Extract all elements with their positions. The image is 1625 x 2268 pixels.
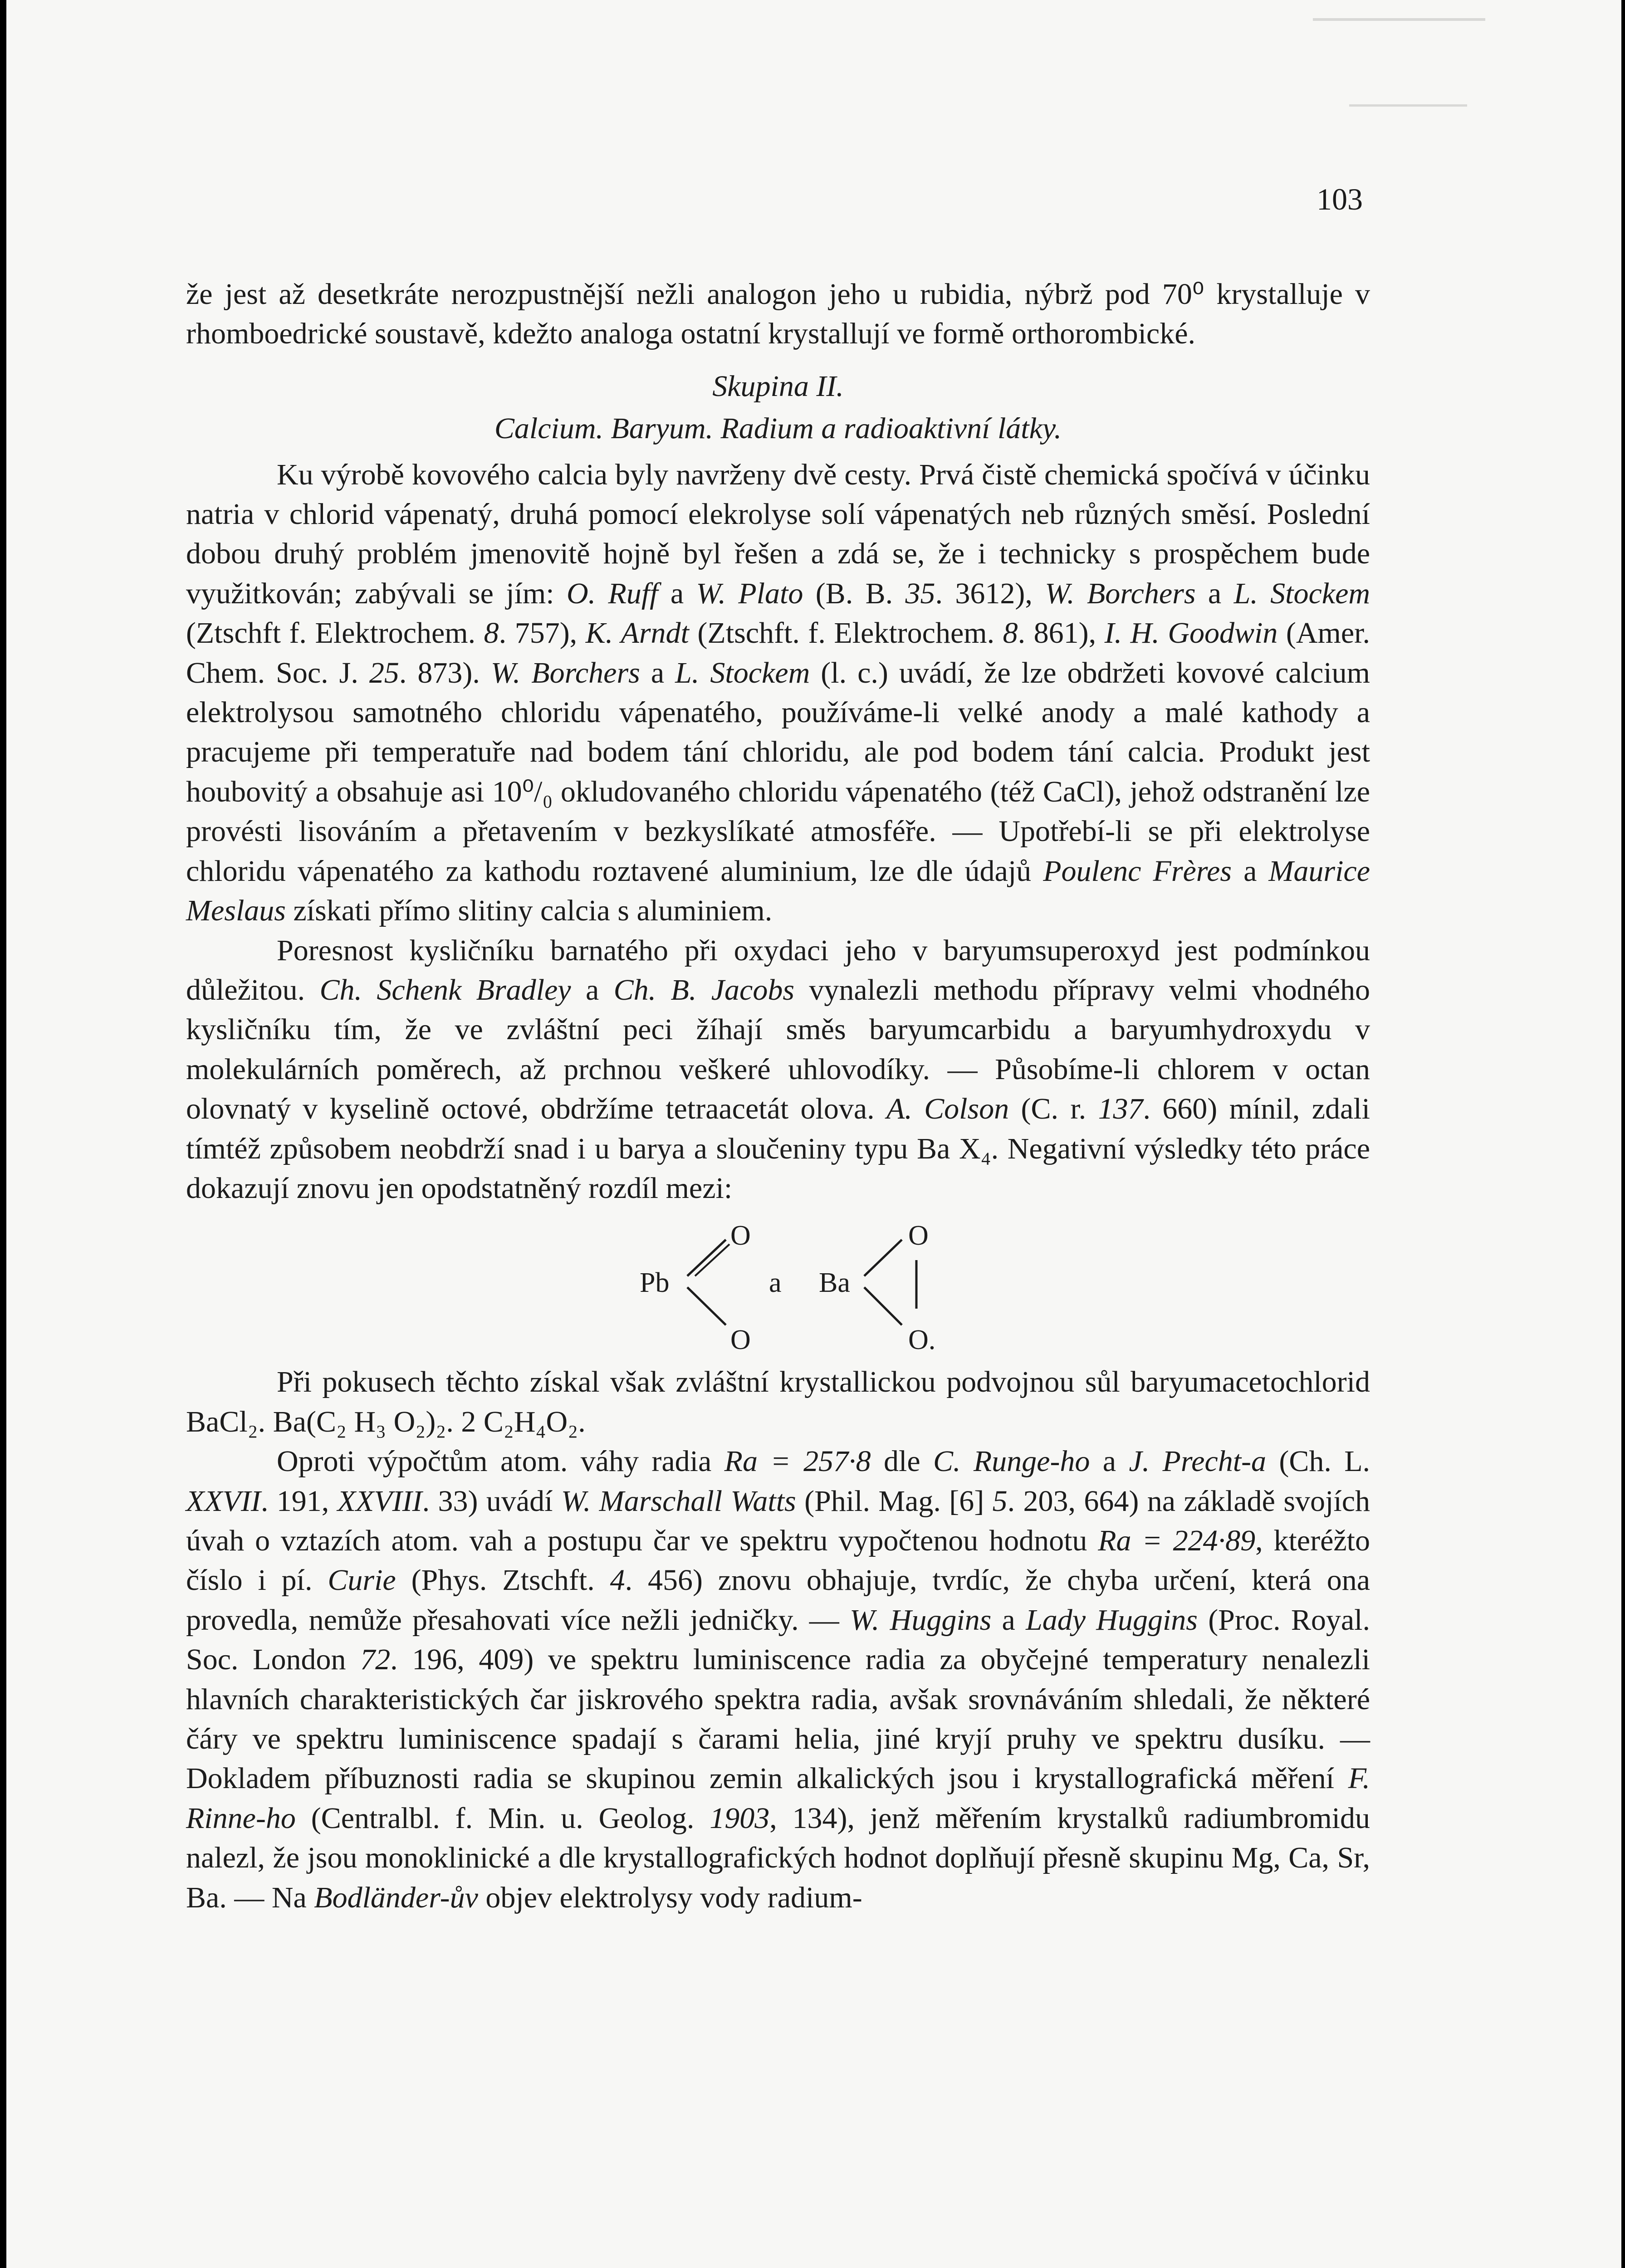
paragraph-barium: Poresnost kysličníku barnatého při oxydaci jeho v baryumsuperoxyd jest podmínkou důležitou. Ch. Schenk Bradley a Ch. B. Jacobs vynalezli methodu přípravy velmi vhodného kysličníku tím, že ve zvláštní peci žíhají směs baryumcarbidu a baryumhydroxydu v molekulárních poměrech, až prchnou veškeré uhlovodíky. — Působíme-li chlorem v octan olovnatý v kyselině octové, obdržíme tetraacetát olova. A. Colson (C. r. 137. 660) mínil, zdali tímtéž způsobem neobdrží snad i u barya a sloučeniny typu Ba X₄. Negativní výsledky této práce dokazují znovu jen opodstatněný rozdíl mezi: — [186, 934, 1370, 1205]
structural-formula — [186, 1208, 1370, 1362]
author-name: Bodländer-ův — [314, 1881, 478, 1914]
author-name: Poulenc Frères — [1043, 854, 1232, 888]
author-name: W. Borchers — [1045, 577, 1196, 610]
author-name: L. Stockem — [1233, 577, 1370, 610]
oxygen-atom: O — [730, 1325, 751, 1356]
group-heading: Skupina II. — [712, 369, 844, 403]
author-name: Curie — [328, 1564, 396, 1597]
author-name: Lady Huggins — [1026, 1603, 1198, 1637]
lead-atom: Pb — [640, 1267, 670, 1299]
paragraph-acetochloride: Při pokusech těchto získal však zvláštní krystallickou podvojnou sůl baryumacetochlorid BaCl₂. Ba(C₂ H₃ O₂)₂. 2 C₂H₄O₂. — [186, 1365, 1370, 1438]
author-name: Maurice Meslaus — [186, 854, 1370, 928]
body-text — [186, 274, 1370, 1917]
author-name: Ch. Schenk Bradley — [319, 973, 571, 1007]
scan-smudge — [1313, 18, 1485, 21]
page-number: 103 — [1317, 182, 1363, 216]
oxygen-atom: O — [908, 1220, 929, 1251]
paragraph-calcium: Ku výrobě kovového calcia byly navrženy dvě cesty. Prvá čistě chemická spočívá v účinku natria v chlorid vápenatý, druhá pomocí elekrolyse solí vápenatých neb různých směsí. Poslední dobou druhý problém jmenovitě hojně byl řešen a zdá se, že i technicky s prospěchem bude využitkován; zabývali se jím: O. Ruff a W. Plato (B. B. 35. 3612), W. Borchers a L. Stockem (Ztschft f. Elektrochem. 8. 757), K. Arndt (Ztschft. f. Elektrochem. 8. 861), I. H. Goodwin (Amer. Chem. Soc. J. 25. 873). W. Borchers a L. Stockem (l. c.) uvádí, že lze obdržeti kovové calcium elektrolysou samotného chloridu vápenatého, používáme-li velké anody a malé kathody a pracujeme při temperatuře nad bodem tání chloridu, ale pod bodem tání calcia. Produkt jest houbovitý a obsahuje asi 10⁰/₀ okludovaného chloridu vápenatého (též CaCl), jehož odstranění lze provésti lisováním a přetavením v bezkyslíkaté atmosféře. — Upotřebí-li se při elektrolyse chloridu vápenatého za kathodu roztavené aluminium, lze dle údajů Poulenc Frères a Maurice Meslaus získati přímo slitiny calcia s aluminiem. — [186, 458, 1370, 928]
barium-atom: Ba — [819, 1267, 850, 1299]
author-name: J. Precht-a — [1129, 1445, 1267, 1478]
author-name: W. Plato — [696, 577, 803, 610]
scan-smudge — [1349, 104, 1467, 107]
author-name: W. Marschall Watts — [561, 1484, 796, 1518]
author-name: F. Rinne-ho — [186, 1762, 1370, 1835]
formula-value: Ra = 224·89 — [1098, 1524, 1256, 1557]
intro-paragraph: že jest až desetkráte nerozpustnější nežli analogon jeho u rubidia, nýbrž pod 70⁰ krystalluje v rhomboedrické soustavě, kdežto analoga ostatní krystallují ve formě orthorombické. — [186, 278, 1370, 351]
author-name: Ch. B. Jacobs — [613, 973, 795, 1007]
author-name: C. Runge-ho — [933, 1445, 1090, 1478]
book-page — [6, 0, 1621, 2268]
author-name: W. Borchers — [490, 656, 640, 689]
author-name: O. Ruff — [566, 577, 658, 610]
oxygen-atom: O — [730, 1220, 751, 1251]
author-name: I. H. Goodwin — [1104, 616, 1278, 650]
conjunction: a — [769, 1267, 782, 1299]
formula-value: Ra = 257·8 — [724, 1445, 871, 1478]
oxygen-atom: O. — [908, 1325, 936, 1356]
author-name: A. Colson — [886, 1092, 1009, 1126]
paragraph-radium: Oproti výpočtům atom. váhy radia Ra = 257·8 dle C. Runge-ho a J. Precht-a (Ch. L. XXVII. 191, XXVIII. 33) uvádí W. Marschall Watts (Phil. Mag. [6] 5. 203, 664) na základě svojích úvah o vztazích atom. vah a postupu čar ve spektru vypočtenou hodnotu Ra = 224·89, kteréžto číslo i pí. Curie (Phys. Ztschft. 4. 456) znovu obhajuje, tvrdíc, že chyba určení, která ona provedla, nemůže přesahovati více nežli jedničky. — W. Huggins a Lady Huggins (Proc. Royal. Soc. London 72. 196, 409) ve spektru luminiscence radia za obyčejné temperatury nenalezli hlavních charakteristických čar jiskrového spektra radia, avšak srovnáváním shledali, že některé čáry ve spektru luminiscence spadají s čarami helia, jiné kryjí pruhy ve spektru dusíku. — Dokladem příbuznosti radia se skupinou zemin alkalických jsou i krystallografická měření F. Rinne-ho (Centralbl. f. Min. u. Geolog. 1903, 134), jenž měřením krystalků radiumbromidu nalezl, že jsou monoklinické a dle krystallografických hodnot doplňují přesně skupinu Mg, Ca, Sr, Ba. — Na Bodländer-ův objev elektrolysy vody radium- — [186, 1445, 1370, 1914]
section-heading: Calcium. Baryum. Radium a radioaktivní látky. — [494, 412, 1062, 445]
author-name: K. Arndt — [585, 616, 689, 650]
author-name: L. Stockem — [675, 656, 810, 689]
author-name: W. Huggins — [850, 1603, 992, 1637]
